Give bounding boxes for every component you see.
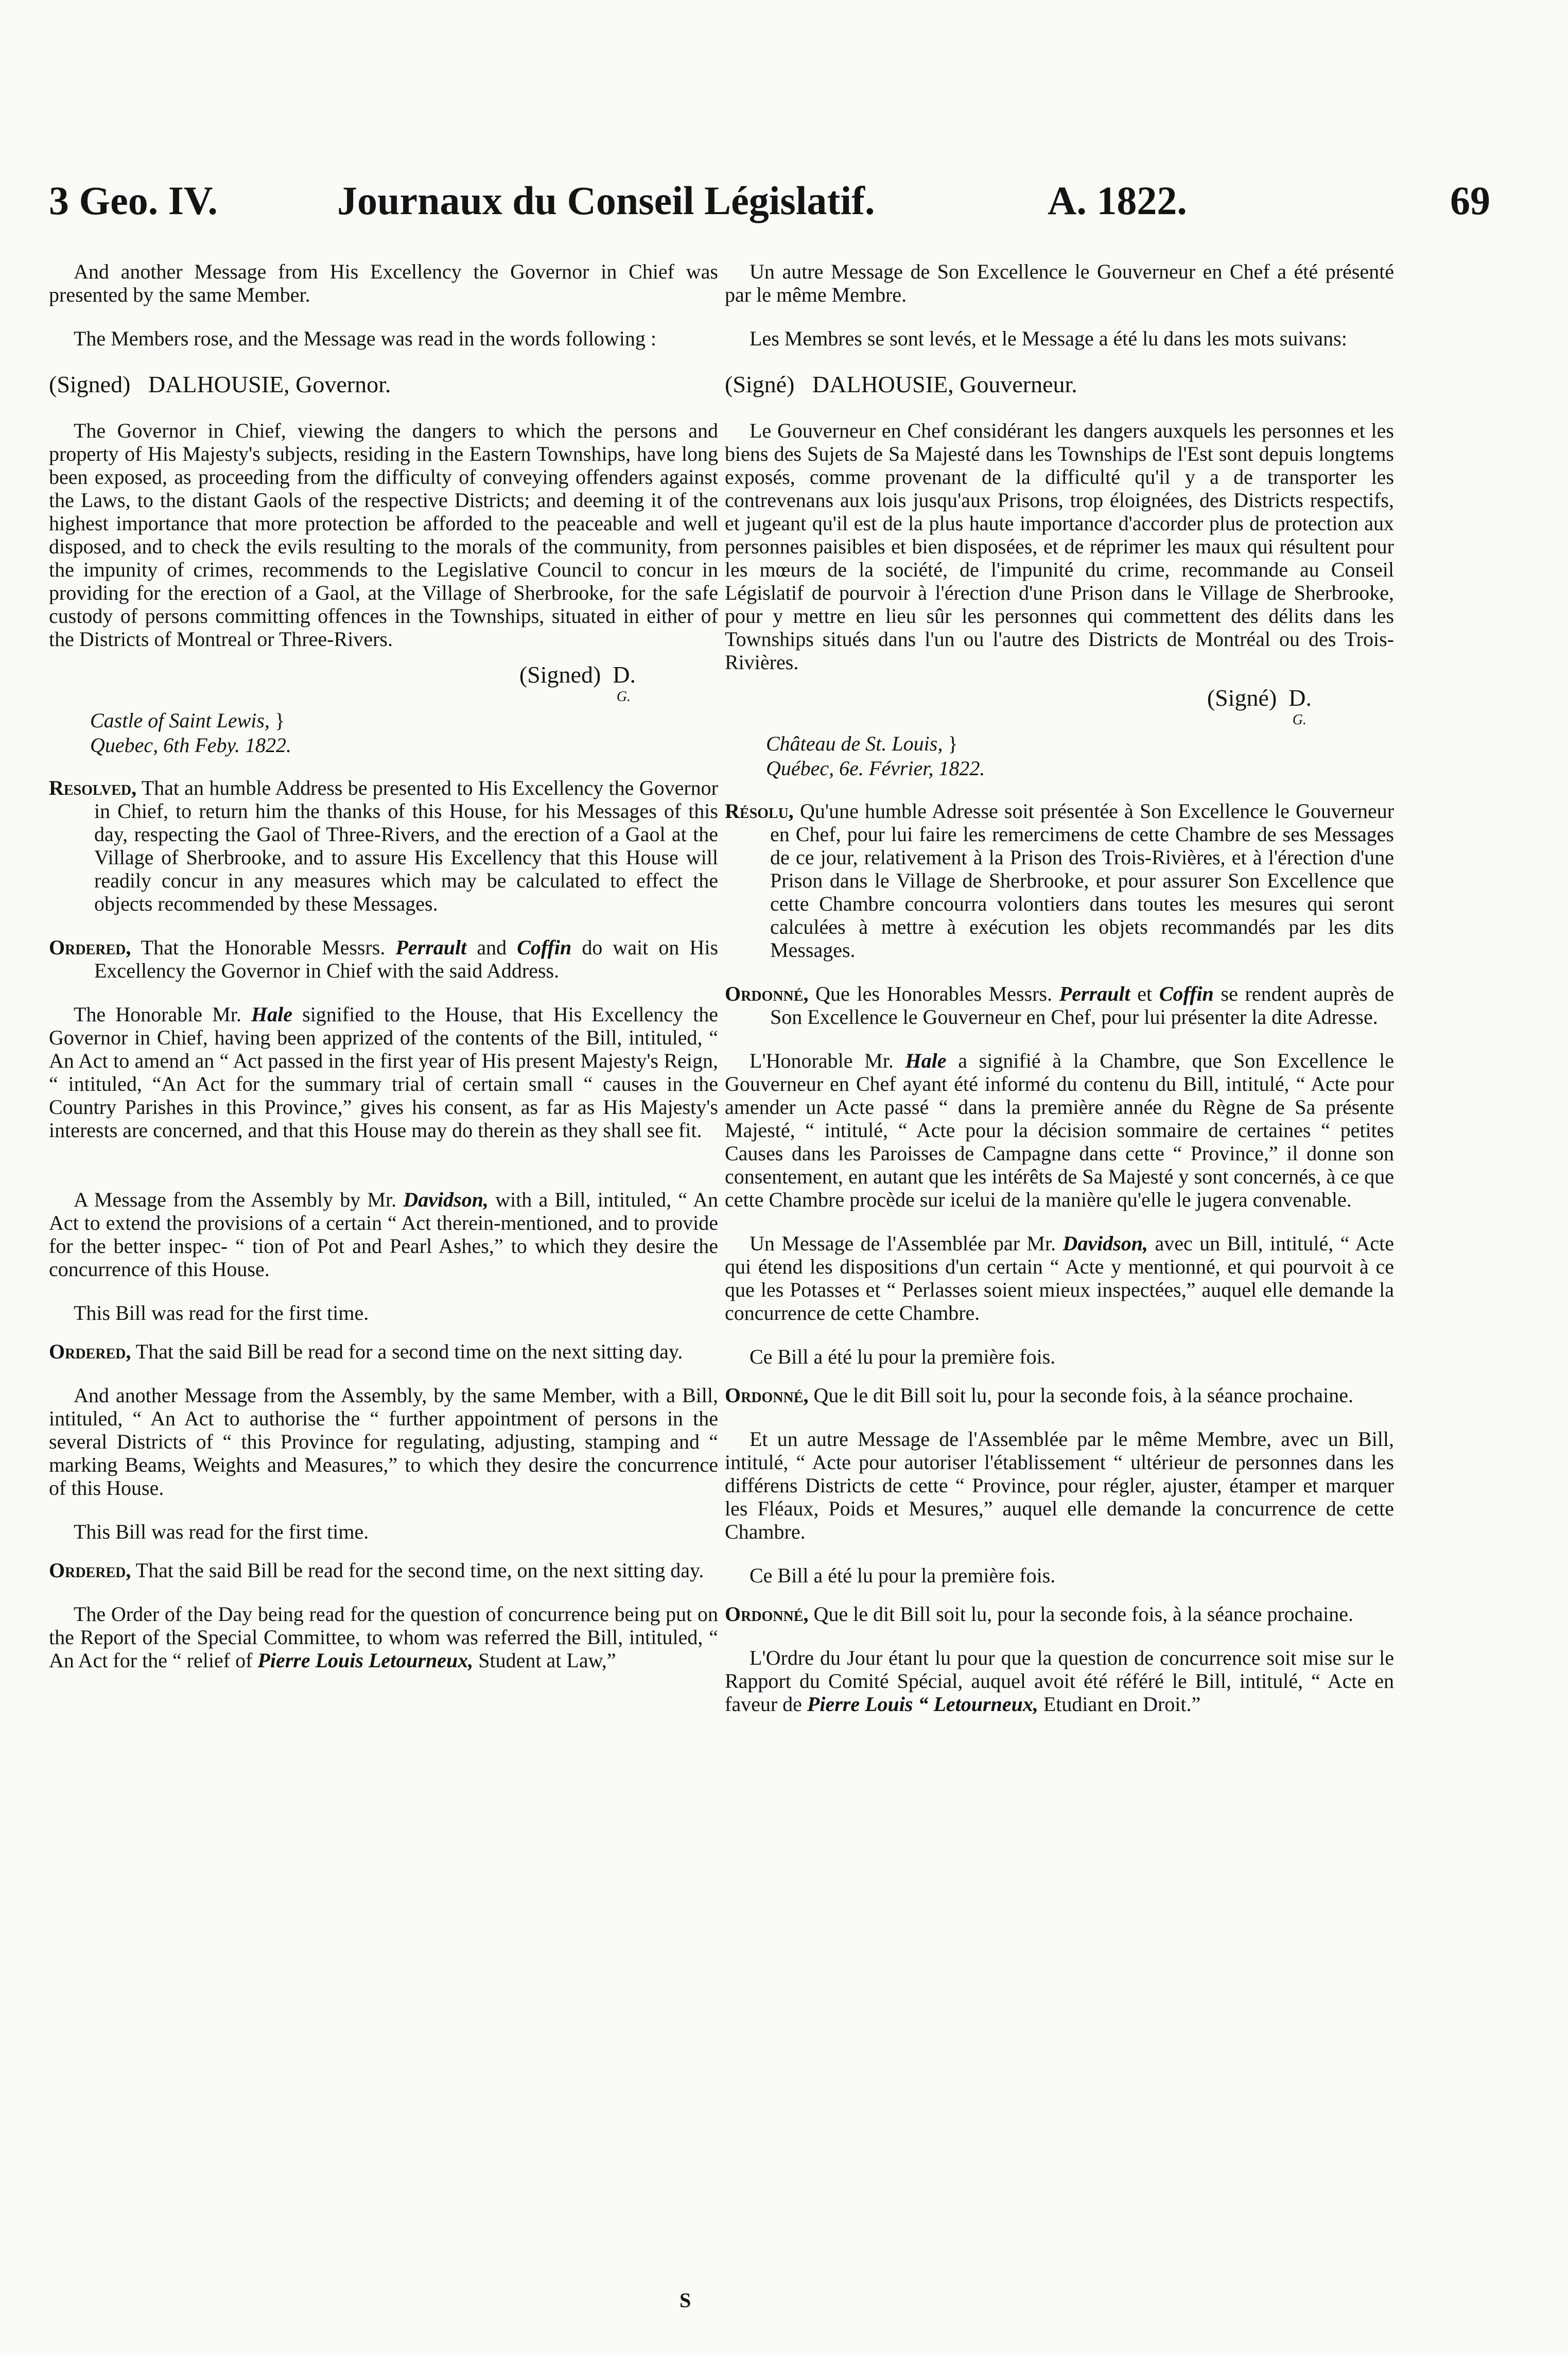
sig-sub: G. xyxy=(616,689,631,705)
first-reading-2-fr: Ce Bill a été lu pour la première fois. xyxy=(750,1564,1056,1587)
paragraph-message-presented: And another Message from His Excellency the Governor in Chief was presented by the same Member. xyxy=(49,260,718,306)
order-of-the-day-fr: L'Ordre du Jour étant lu pour que la question de concurrence soit mise sur le Rapport du Comité Spécial, auquel avoit été référé le Bill, intitulé, “ Acte en faveur de Pierre Louis “ Letourneux, Etudiant en Droit.” xyxy=(725,1646,1394,1716)
place-line-1: Castle of Saint Lewis, xyxy=(90,709,270,732)
header-title: Journaux du Conseil Législatif. xyxy=(337,178,875,223)
signature-initial-fr: (Signé) D. xyxy=(1207,685,1312,711)
davidson-message: A Message from the Assembly by Mr. Davidson, with a Bill, intituled, “ An Act to extend the provisions of a certain “ Act therein-mentioned, and to provide for the better inspec- “ tion of Pot and Pearl Ashes,” to which they desire the concurrence of this House. xyxy=(49,1188,718,1281)
sig-sub-fr: G. xyxy=(1292,712,1306,728)
order-address: Ordered, That the Honorable Messrs. Perrault and Coffin do wait on His Excellency the Governor in Chief with the said Address. xyxy=(49,936,719,982)
page-number: 69 xyxy=(1450,178,1490,223)
dateline-fr: Château de St. Louis, } Québec, 6e. Février, 1822. xyxy=(766,732,985,780)
governor-message: The Governor in Chief, viewing the dangers to which the persons and property of His Majesty's subjects, residing in the Eastern Townships, have long been exposed, as proceeding from the difficulty of conveying offenders against the Laws, to the distant Gaols of the respective Districts; and deeming it of the highest importance that more protection be afforded to the peaceable and well disposed, and to check the evils resulting to the morals of the community, from the impunity of crimes, recommends to the Legislative Council to concur in providing for the erection of a Gaol, at the Village of Sherbrooke, for the safe custody of persons committing offences in the Townships, situated in either of the Districts of Montreal or Three-Rivers. xyxy=(49,419,718,651)
signed-label: (Signed) xyxy=(49,371,131,397)
place-line-2: Quebec, 6th Feby. 1822. xyxy=(90,734,291,757)
paragraph-members-rose-fr: Les Membres se sont levés, et le Message a été lu dans les mots suivans: xyxy=(750,327,1347,350)
order-of-the-day: The Order of the Day being read for the question of concurrence being put on the Report of the Special Committee, to whom was referred the Bill, intituled, “ An Act for the “ relief of Pierre Louis Letourneux, Student at Law,” xyxy=(49,1602,718,1672)
english-column xyxy=(49,260,718,1672)
paragraph-members-rose: The Members rose, and the Message was read in the words following : xyxy=(74,327,656,350)
resolution-fr: Résolu, Qu'une humble Adresse soit présentée à Son Excellence le Gouverneur en Chef, pour lui faire les remercimens de cette Chambre de ses Messages de ce jour, relativement à la Prison des Trois-Rivières, et à l'érection d'une Prison dans le Village de Sherbrooke, et pour assurer Son Excellence que cette Chambre concourra volontiers dans toutes les mesures qui seront calculées à mettre à exécution les objets recommandés par les dits Messages. xyxy=(725,799,1395,962)
catchword: S xyxy=(680,2289,691,2312)
another-message-fr: Et un autre Message de l'Assemblée par le même Membre, avec un Bill, intitulé, “ Acte pour autoriser l'établissement “ ultérieur de personnes dans les différens Districts de cette “ Province, pour régler, ajuster, étamper et marquer les Fléaux, Poids et Mesures,” auquel elle demande la concurrence de cette Chambre. xyxy=(725,1427,1394,1543)
order-second-reading-1: Ordered, That the said Bill be read for a second time on the next sitting day. xyxy=(49,1340,683,1363)
french-column xyxy=(725,260,1394,1716)
header-reign: 3 Geo. IV. xyxy=(49,178,218,223)
order-address-fr: Ordonné, Que les Honorables Messrs. Perrault et Coffin se rendent auprès de Son Excellence le Gouverneur en Chef, pour lui présenter la dite Adresse. xyxy=(725,982,1395,1028)
sig-label: (Signed) xyxy=(519,661,601,688)
signature-initial xyxy=(49,661,718,689)
signature-line-fr: (Signé) DALHOUSIE, Gouverneur. xyxy=(725,371,1077,397)
davidson-message-fr: Un Message de l'Assemblée par Mr. Davidson, avec un Bill, intitulé, “ Acte qui étend les dispositions d'un certain “ Acte y mentionné, et qui pourvoit à ce que les Potasses et “ Perlasses soient mieux inspectées,” auquel elle demande la concurrence de cette Chambre. xyxy=(725,1232,1395,1324)
dateline: Castle of Saint Lewis, } Quebec, 6th Feby. 1822. xyxy=(90,709,291,757)
first-reading-1: This Bill was read for the first time. xyxy=(74,1301,369,1324)
sig-initial: D. xyxy=(613,661,636,688)
signature-line xyxy=(49,371,718,398)
paragraph-message-presented-fr: Un autre Message de Son Excellence le Gouverneur en Chef a été présenté par le même Membre. xyxy=(725,260,1394,306)
resolution xyxy=(49,776,718,915)
header-year: A. 1822. xyxy=(1048,178,1187,223)
order-second-reading-2-fr: Ordonné, Que le dit Bill soit lu, pour la seconde fois, à la séance prochaine. xyxy=(725,1602,1354,1626)
first-reading-2: This Bill was read for the first time. xyxy=(74,1520,369,1543)
page-header xyxy=(49,170,1490,232)
governor-message-fr: Le Gouverneur en Chef considérant les dangers auxquels les personnes et les biens des Sujets de Sa Majesté dans les Townships de l'Est sont depuis longtems exposés, comme provenant de la difficulté qu'il y a de transporter les contrevenans aux lois jusqu'aux Prisons, trop éloignées, des Districts respectifs, et jugeant qu'il est de la plus haute importance d'accorder plus de protection aux personnes paisibles et bien disposées, et de réprimer les maux qui résultent pour les mœurs de la société, de l'impunité du crime, recommande au Conseil Législatif de pourvoir à l'érection d'une Prison dans le Village de Sherbrooke, pour y mettre en lieu sûr les personnes qui commettent des délits dans les Townships situés dans l'un ou l'autre des Districts de Montréal ou des Trois-Rivières. xyxy=(725,419,1394,674)
order-second-reading-1-fr: Ordonné, Que le dit Bill soit lu, pour la seconde fois, à la séance prochaine. xyxy=(725,1384,1354,1407)
hale-statement-fr: L'Honorable Mr. Hale a signifié à la Chambre, que Son Excellence le Gouverneur en Chef ayant été informé du contenu du Bill, intitulé, “ Acte pour amender un Acte passé “ dans la première année du Règne de Sa présente Majesté, “ intitulé, “ Acte pour la décision sommaire de certaines “ petites Causes dans les Paroisses de Campagne dans cette “ Province,” il donne son consentement, en autant que les intérêts de Sa Majesté y sont concernés, à ce que cette Chambre procède sur icelui de la manière qu'elle le jugera convenable. xyxy=(725,1049,1395,1211)
signed-name: DALHOUSIE, Governor. xyxy=(148,371,391,397)
hale-statement: The Honorable Mr. Hale signified to the House, that His Excellency the Governor in Chief, having been apprized of the contents of the Bill, intituled, “ An Act to amend an “ Act passed in the first year of His present Majesty's Reign, “ intituled, “An Act for the summary trial of certain small “ causes in the Country Parishes in this Province,” gives his consent, as far as His Majesty's interests are concerned, and that this House may do therein as they shall see fit. xyxy=(49,1003,719,1142)
another-message: And another Message from the Assembly, by the same Member, with a Bill, intituled, “ An Act to authorise the “ further appointment of persons in the several Districts of “ this Province for regulating, adjusting, stamping and “ marking Beams, Weights and Measures,” to which they desire the concurrence of this House. xyxy=(49,1384,718,1499)
resolved-lead: Resolved, xyxy=(49,776,137,799)
order-second-reading-2: Ordered, That the said Bill be read for the second time, on the next sitting day. xyxy=(49,1559,704,1582)
first-reading-1-fr: Ce Bill a été lu pour la première fois. xyxy=(750,1345,1056,1368)
resolved-text: That an humble Address be presented to His Excellency the Governor in Chief, to return him the thanks of this House, for his Messages of this day, respecting the Gaol of Three-Rivers, and the erection of a Gaol at the Village of Sherbrooke, and to assure His Excellency that this House will readily concur in any measures which may be calculated to effect the objects recommended by these Messages. xyxy=(94,776,718,915)
